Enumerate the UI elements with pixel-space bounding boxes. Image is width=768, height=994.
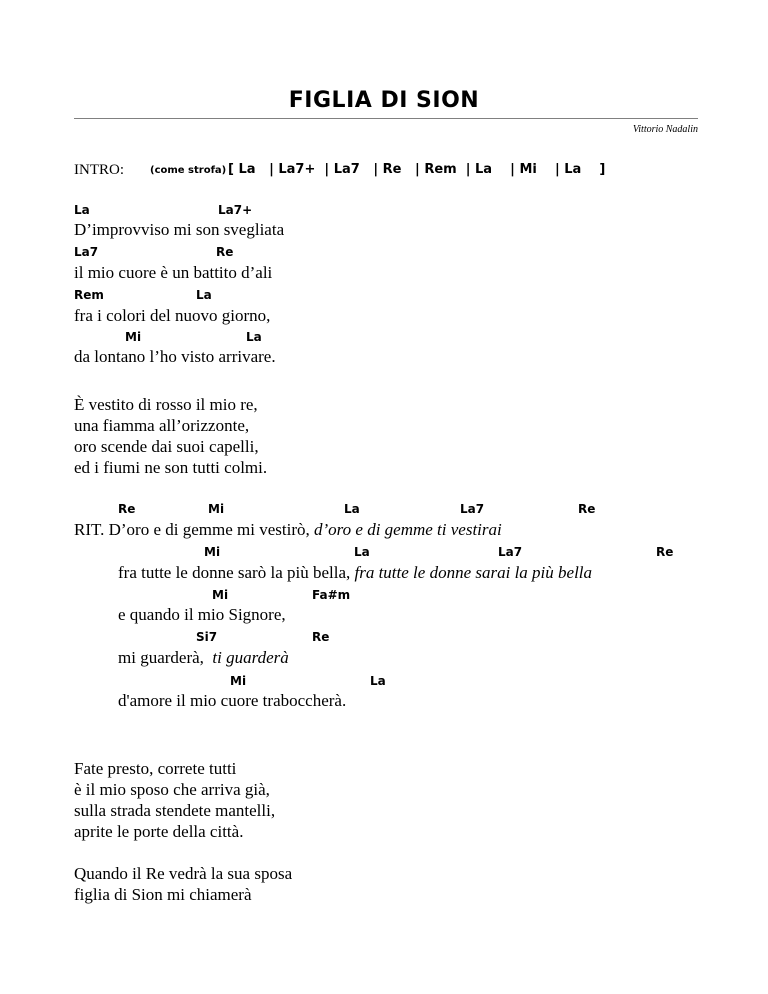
chorus-line — [118, 648, 289, 668]
chorus-response: ti guarderà — [212, 648, 289, 667]
chorus-text: RIT. D’oro e di gemme mi vestirò, — [74, 520, 314, 539]
chord: La7 — [498, 545, 523, 559]
chord: Re — [118, 502, 136, 516]
lyric-line: oro scende dai suoi capelli, — [74, 437, 259, 456]
chord: Mi — [230, 674, 247, 688]
lyric-line: è il mio sposo che arriva già, — [74, 780, 270, 799]
intro-chord-sequence: [ La | La7+ | La7 | Re | Rem | La | Mi | La ] — [228, 162, 606, 177]
lyric-line: Fate presto, correte tutti — [74, 759, 237, 778]
song-title: FIGLIA DI SION — [288, 88, 480, 113]
chord: Mi — [208, 502, 225, 516]
chord: Fa#m — [312, 588, 351, 602]
title-divider — [74, 118, 698, 119]
lyric-line: sulla strada stendete mantelli, — [74, 801, 276, 820]
chorus-line: e quando il mio Signore, — [118, 605, 286, 624]
chorus-response: d’oro e di gemme ti vestirai — [314, 520, 502, 539]
chord: La7 — [460, 502, 485, 516]
chorus-line — [74, 520, 502, 540]
chord: La — [74, 203, 90, 217]
chorus-line — [118, 563, 592, 583]
chord: Re — [312, 630, 330, 644]
chord: Mi — [204, 545, 221, 559]
chord: La — [370, 674, 386, 688]
chord: Re — [656, 545, 674, 559]
chord: La7+ — [218, 203, 253, 217]
lyric-line: È vestito di rosso il mio re, — [74, 395, 258, 414]
chord: Mi — [212, 588, 229, 602]
lyric-line: fra i colori del nuovo giorno, — [74, 306, 271, 325]
author-name: Vittorio Nadalin — [632, 124, 698, 135]
chorus-text: fra tutte le donne sarò la più bella, — [118, 563, 355, 582]
intro-label: INTRO: — [74, 162, 124, 178]
chord: Re — [578, 502, 596, 516]
chord: La7 — [74, 245, 99, 259]
chord: Re — [216, 245, 234, 259]
intro-note: (come strofa) — [150, 165, 227, 176]
chord: Si7 — [196, 630, 218, 644]
chord: La — [246, 330, 262, 344]
chorus-response: fra tutte le donne sarai la più bella — [354, 563, 593, 582]
chord: La — [344, 502, 360, 516]
lyric-line: una fiamma all’orizzonte, — [74, 416, 250, 435]
lyric-line: da lontano l’ho visto arrivare. — [74, 347, 276, 366]
chord: La — [196, 288, 212, 302]
lyric-line: figlia di Sion mi chiamerà — [74, 885, 252, 904]
lyric-line: il mio cuore è un battito d’ali — [74, 263, 273, 282]
chord: Rem — [74, 288, 104, 302]
lyric-line: ed i fiumi ne son tutti colmi. — [74, 458, 268, 477]
chorus-text: mi guarderà, — [118, 648, 213, 667]
chord: La — [354, 545, 370, 559]
lyric-line: Quando il Re vedrà la sua sposa — [74, 864, 293, 883]
lyric-line: aprite le porte della città. — [74, 822, 244, 841]
chorus-line: d'amore il mio cuore traboccherà. — [118, 691, 347, 710]
lyric-line: D’improvviso mi son svegliata — [74, 220, 285, 239]
chord: Mi — [125, 330, 142, 344]
